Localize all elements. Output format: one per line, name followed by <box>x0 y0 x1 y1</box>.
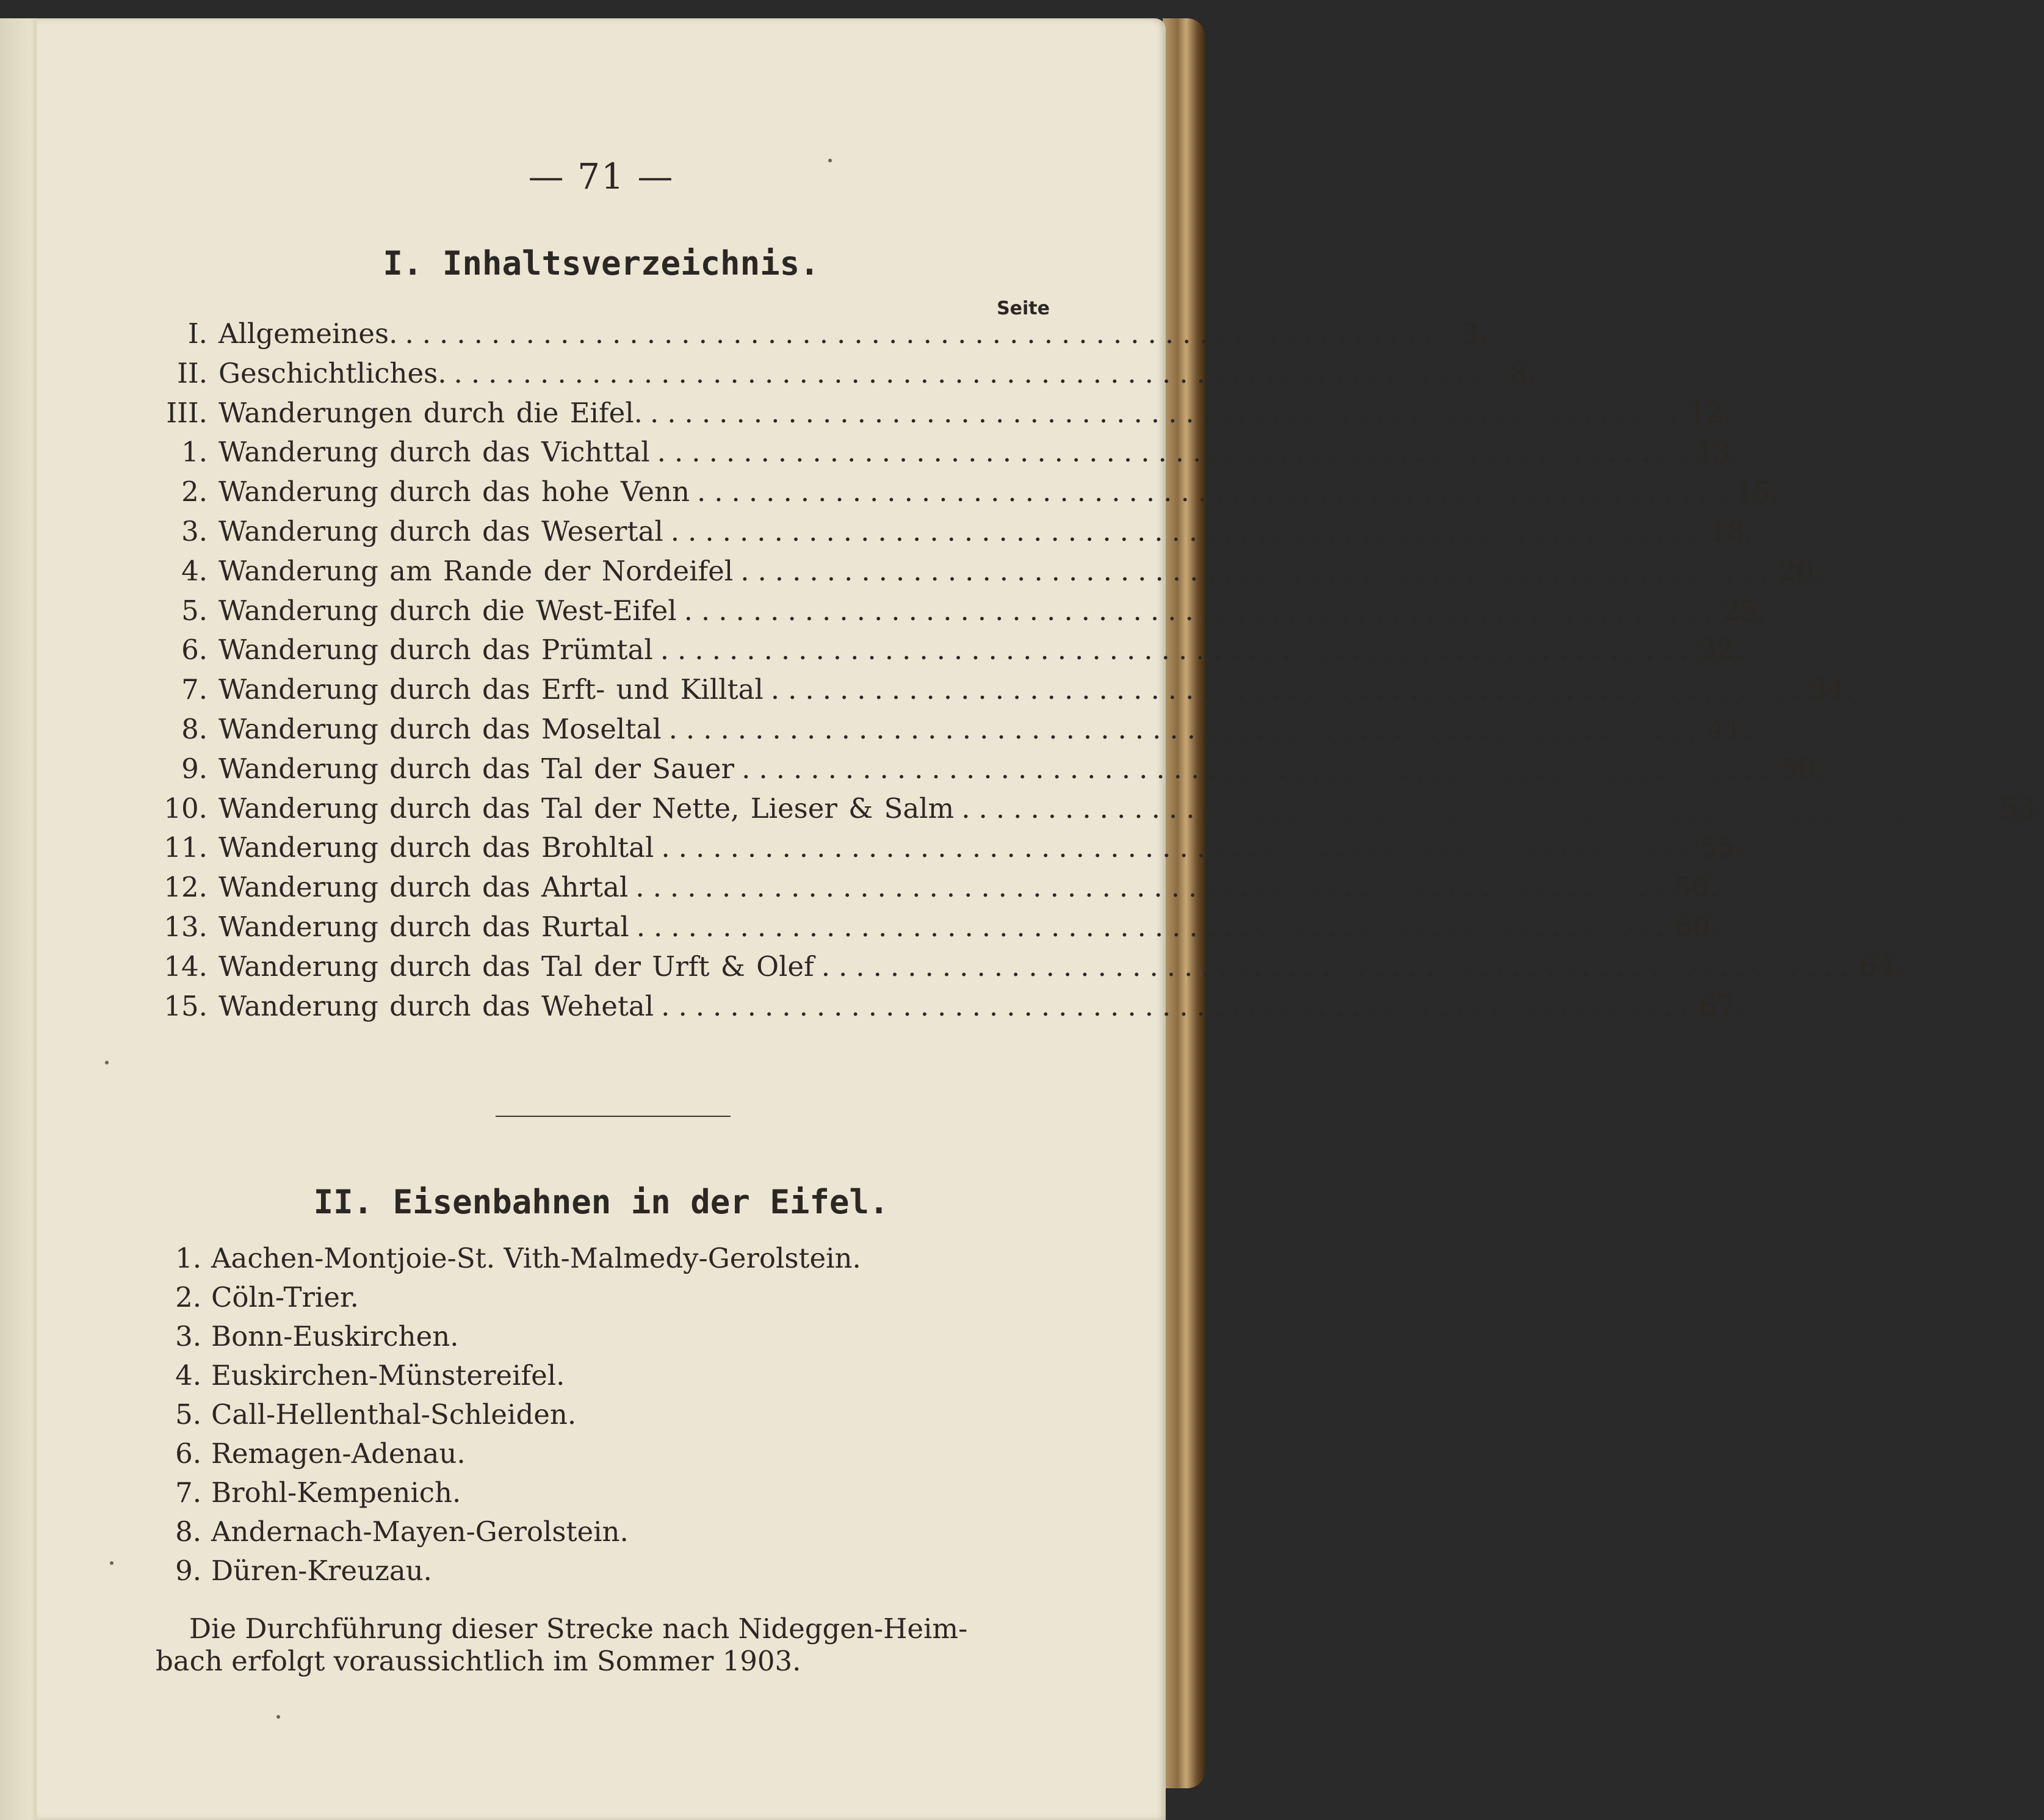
toc-entry <box>153 356 1536 397</box>
toc-dot-leader: ............................................................ <box>770 673 1808 706</box>
railway-line-number: 3. <box>175 1320 201 1352</box>
toc-entry-title: Wanderung durch das Brohltal <box>218 831 654 864</box>
book-page <box>37 18 2044 1820</box>
toc-dot-leader: ............................................................ <box>405 317 1442 350</box>
toc-entry-page: 41. <box>1707 712 1751 745</box>
toc-entry-title: Wanderung durch das Wehetal <box>218 989 654 1022</box>
section-divider <box>496 1116 731 1117</box>
railway-line <box>159 1242 1074 1281</box>
note-line: bach erfolgt voraussichtlich im Sommer 1903. <box>156 1645 801 1677</box>
toc-entry-title: Wanderung durch das Ahrtal <box>218 871 629 904</box>
railways-heading: II. Eisenbahnen in der Eifel. <box>313 1183 889 1221</box>
toc-entry <box>153 792 2044 832</box>
toc-dot-leader: ............................................................ <box>670 515 1708 547</box>
toc-entry-page: 15. <box>1735 475 1780 508</box>
toc-entry-number: 9. <box>181 752 208 785</box>
railway-line <box>159 1555 1074 1594</box>
toc-entry-page: 3. <box>1461 317 1487 350</box>
railway-line <box>159 1437 1074 1476</box>
toc-entry-page: 12. <box>1688 396 1733 429</box>
toc-entry-title: Wanderung durch das Tal der Urft & Olef <box>218 950 814 983</box>
toc-entry-number: 4. <box>181 554 208 587</box>
page-number: — 71 — <box>528 156 674 197</box>
toc-entry-page: 13. <box>1696 436 1739 469</box>
toc-entry <box>153 594 1766 634</box>
toc-entry-title: Wanderung durch das Wesertal <box>218 515 663 547</box>
toc-entry <box>153 436 1739 475</box>
toc-entry-number: 10. <box>164 792 208 825</box>
toc-entry-number: 13. <box>164 910 208 943</box>
toc-entry-title: Wanderung durch das Vichttal <box>218 436 650 469</box>
railway-line-route: Andernach-Mayen-Gerolstein. <box>211 1515 629 1548</box>
toc-dot-leader: ............................................................ <box>684 594 1721 627</box>
railway-line-number: 7. <box>175 1476 201 1509</box>
toc-entry <box>153 554 1823 594</box>
railway-line-route: Remagen-Adenau. <box>211 1437 466 1470</box>
toc-entry-number: 3. <box>181 515 208 547</box>
paper-speck <box>110 1561 114 1565</box>
toc-entry-title: Geschichtliches. <box>218 356 447 389</box>
toc-entry-number: 1. <box>181 436 208 469</box>
toc-entry-title: Wanderung durch das hohe Venn <box>218 475 690 508</box>
toc-entry <box>153 871 1718 911</box>
railway-line-number: 5. <box>175 1398 201 1431</box>
railway-line <box>159 1320 1074 1359</box>
toc-entry <box>153 910 1719 950</box>
toc-entry-page: 32. <box>1699 634 1743 666</box>
railway-line-route: Düren-Kreuzau. <box>211 1555 432 1587</box>
toc-entry-page: 56. <box>1674 871 1718 904</box>
railway-line-number: 9. <box>175 1555 201 1587</box>
paper-speck <box>828 159 832 162</box>
toc-dot-leader: ............................................................ <box>636 910 1673 943</box>
toc-entry-number: II. <box>177 356 208 389</box>
toc-entry-number: 6. <box>181 634 208 666</box>
toc-entry-number: 2. <box>181 475 208 508</box>
toc-entry <box>153 475 1780 515</box>
toc-entry-page: 64. <box>1860 950 1904 983</box>
toc-dot-leader: ............................................................ <box>696 475 1734 508</box>
toc-entry-title: Wanderung durch das Moseltal <box>218 712 662 745</box>
toc-entry-page: 55. <box>1700 831 1744 864</box>
toc-entry <box>153 831 1744 871</box>
table-of-contents <box>153 317 2044 1029</box>
railway-line-number: 6. <box>175 1437 201 1470</box>
toc-entry <box>153 515 1753 555</box>
toc-entry-number: 11. <box>164 831 208 864</box>
toc-entry-number: 5. <box>181 594 208 627</box>
toc-entry <box>153 989 1744 1030</box>
railway-line <box>159 1359 1074 1398</box>
toc-dot-leader: ............................................................ <box>740 554 1777 587</box>
toc-entry-number: I. <box>187 317 208 350</box>
railway-line-number: 2. <box>175 1281 201 1313</box>
toc-entry <box>153 950 1904 990</box>
railway-line-route: Euskirchen-Münstereifel. <box>211 1359 565 1392</box>
railway-line-route: Brohl-Kempenich. <box>211 1476 461 1509</box>
toc-entry-number: 8. <box>181 712 208 745</box>
railway-line <box>159 1476 1074 1515</box>
toc-dot-leader: ............................................................ <box>821 950 1858 983</box>
paper-speck <box>276 1715 280 1719</box>
railway-list <box>159 1242 1074 1594</box>
toc-entry-number: 15. <box>164 989 208 1022</box>
toc-dot-leader: ............................................................ <box>661 989 1698 1022</box>
railway-line <box>159 1515 1074 1555</box>
toc-entry-title: Wanderung am Rande der Nordeifel <box>218 554 734 587</box>
toc-entry-number: III. <box>166 396 208 429</box>
toc-entry-title: Wanderung durch das Tal der Sauer <box>218 752 735 785</box>
note-line: Die Durchführung dieser Strecke nach Nideggen-Heim- <box>189 1612 968 1645</box>
toc-entry-title: Wanderung durch das Erft- und Killtal <box>218 673 764 706</box>
railway-line-route: Cöln-Trier. <box>211 1281 359 1313</box>
toc-dot-leader: ............................................................ <box>668 712 1705 745</box>
railway-line-route: Bonn-Euskirchen. <box>211 1320 459 1352</box>
railway-line-route: Call-Hellenthal-Schleiden. <box>211 1398 577 1431</box>
railway-line <box>159 1398 1074 1437</box>
toc-entry-page: 60. <box>1675 910 1719 943</box>
toc-entry-title: Wanderung durch das Tal der Nette, Lieser & Salm <box>218 792 955 825</box>
toc-entry-page: 18. <box>1709 515 1753 547</box>
toc-entry <box>153 712 1751 753</box>
toc-entry-page: 67. <box>1699 989 1744 1022</box>
toc-entry <box>153 396 1733 436</box>
paper-speck <box>105 1061 109 1064</box>
toc-dot-leader: ............................................................ <box>742 752 1779 785</box>
toc-entry-page: 53. <box>1999 792 2044 825</box>
toc-entry-number: 7. <box>181 673 208 706</box>
toc-entry-title: Wanderungen durch die Eifel. <box>218 396 643 429</box>
toc-entry-title: Allgemeines. <box>218 317 398 350</box>
toc-entry-page: 8. <box>1509 356 1536 389</box>
railway-line-route: Aachen-Montjoie-St. Vith-Malmedy-Gerolstein. <box>211 1242 861 1274</box>
railway-note <box>156 1612 1044 1677</box>
railway-line-number: 1. <box>175 1242 201 1274</box>
toc-dot-leader: ............................................................ <box>649 396 1687 429</box>
toc-dot-leader: ............................................................ <box>661 831 1698 864</box>
railway-line-number: 4. <box>175 1359 201 1392</box>
toc-dot-leader: ............................................................ <box>657 436 1694 469</box>
toc-entry <box>153 317 1487 357</box>
toc-entry-page: 20. <box>1779 554 1823 587</box>
toc-entry <box>153 673 1854 713</box>
toc-entry-title: Wanderung durch das Prümtal <box>218 634 653 666</box>
railway-line <box>159 1281 1074 1320</box>
toc-dot-leader: ............................................................ <box>660 634 1697 666</box>
railway-line-number: 8. <box>175 1515 201 1548</box>
toc-entry-page: 50. <box>1780 752 1824 785</box>
toc-entry <box>153 634 1743 673</box>
toc-entry-number: 12. <box>164 871 208 904</box>
toc-dot-leader: ............................................................ <box>635 871 1672 904</box>
toc-entry-number: 14. <box>164 950 208 983</box>
toc-entry-title: Wanderung durch die West-Eifel <box>218 594 677 627</box>
page-column-label: Seite <box>997 298 1050 319</box>
toc-dot-leader: ............................................................ <box>961 792 1998 825</box>
toc-dot-leader: ............................................................ <box>453 356 1490 389</box>
toc-entry-page: 25. <box>1722 594 1766 627</box>
toc-heading: I. Inhaltsverzeichnis. <box>383 244 820 283</box>
toc-entry-title: Wanderung durch das Rurtal <box>218 910 629 943</box>
toc-entry <box>153 752 1824 792</box>
toc-entry-page: 34. <box>1809 673 1854 706</box>
